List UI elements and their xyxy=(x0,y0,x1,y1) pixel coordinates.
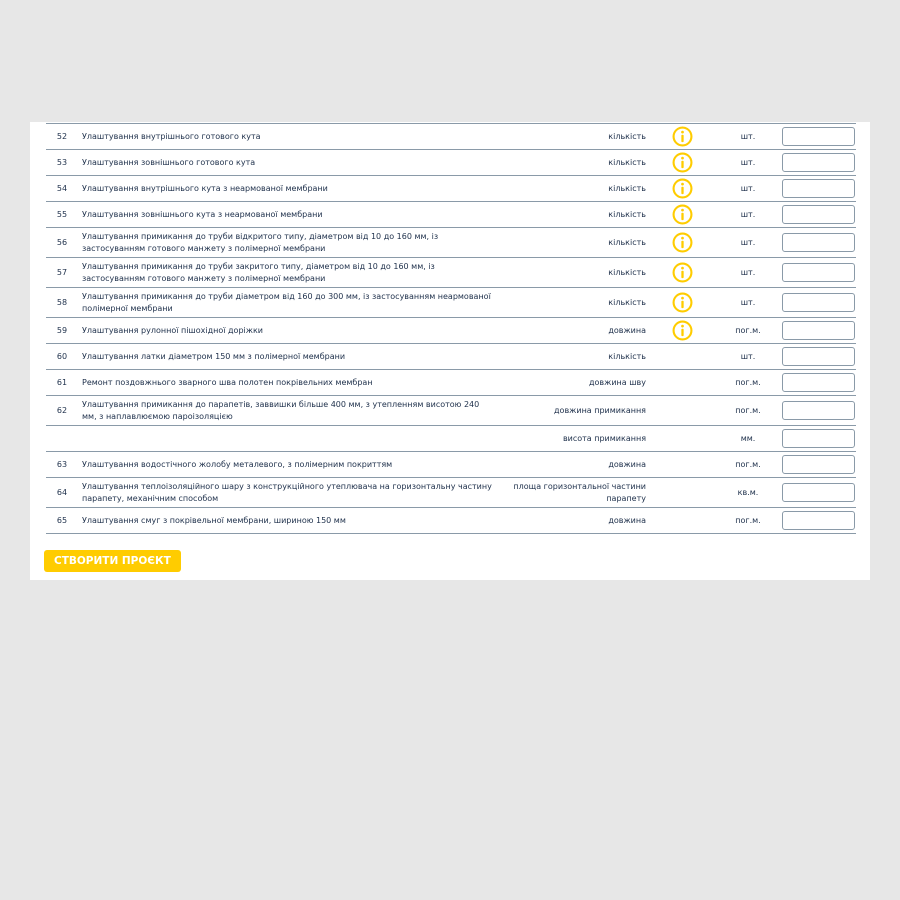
parameter-label: кількість xyxy=(608,157,646,167)
quantity-cell xyxy=(781,396,856,425)
work-name: Улаштування внутрішнього кута з неармованої мембрани xyxy=(82,183,328,193)
row-number: 58 xyxy=(56,297,68,307)
work-name: Улаштування примикання до труби діаметром від 160 до 300 мм, із застосуванням неармованої полімерної мембрани xyxy=(82,291,491,313)
work-name: Улаштування примикання до труби закритого типу, діаметром від 10 до 160 мм, із застосуванням готового манжету з полімерної мембрани xyxy=(82,261,435,283)
unit-label: пог.м. xyxy=(735,325,761,335)
table-row xyxy=(46,452,856,478)
parameter-label: довжина xyxy=(608,515,646,525)
table-row xyxy=(46,258,856,288)
quantity-input[interactable] xyxy=(782,373,855,392)
work-name xyxy=(82,426,492,451)
parameter-label: довжина шву xyxy=(589,377,646,387)
row-number: 65 xyxy=(56,515,68,525)
quantity-cell xyxy=(781,426,856,451)
unit-label: шт. xyxy=(740,209,756,219)
row-number: 60 xyxy=(56,351,68,361)
quantity-input[interactable] xyxy=(782,321,855,340)
table-row xyxy=(46,370,856,396)
quantity-input[interactable] xyxy=(782,429,855,448)
quantity-cell xyxy=(781,344,856,369)
quantity-cell xyxy=(781,288,856,317)
parameter-label: висота примикання xyxy=(562,433,646,443)
parameter-label: кількість xyxy=(608,237,646,247)
parameter-label: кількість xyxy=(608,209,646,219)
info-cell[interactable] xyxy=(670,202,694,227)
quantity-cell xyxy=(781,478,856,507)
unit-label: шт. xyxy=(740,183,756,193)
row-number: 61 xyxy=(56,377,68,387)
info-cell[interactable] xyxy=(670,288,694,317)
table-row xyxy=(46,150,856,176)
row-number: 57 xyxy=(56,267,68,277)
work-name: Улаштування водостічного жолобу металевого, з полімерним покриттям xyxy=(82,459,393,469)
quantity-cell xyxy=(781,228,856,257)
work-name: Улаштування теплоізоляційного шару з конструкційного утеплювача на горизонтальну частину парапету, механічним способом xyxy=(82,481,492,503)
unit-label: шт. xyxy=(740,237,756,247)
unit-label: пог.м. xyxy=(735,515,761,525)
quantity-input[interactable] xyxy=(782,511,855,530)
info-circle-icon[interactable] xyxy=(672,204,693,225)
info-circle-icon[interactable] xyxy=(672,262,693,283)
table-row xyxy=(46,176,856,202)
work-name: Улаштування зовнішнього кута з неармованої мембрани xyxy=(82,209,323,219)
quantity-cell xyxy=(781,202,856,227)
unit-label: кв.м. xyxy=(737,487,759,497)
parameter-label: довжина xyxy=(608,325,646,335)
unit-label: пог.м. xyxy=(735,405,761,415)
info-cell xyxy=(670,370,694,395)
info-circle-icon[interactable] xyxy=(672,126,693,147)
row-number: 59 xyxy=(56,325,68,335)
quantity-cell xyxy=(781,258,856,287)
row-number: 63 xyxy=(56,459,68,469)
unit-label: шт. xyxy=(740,267,756,277)
unit-label: шт. xyxy=(740,157,756,167)
quantity-cell xyxy=(781,452,856,477)
table-row xyxy=(46,228,856,258)
parameter-label: кількість xyxy=(608,183,646,193)
info-cell xyxy=(670,508,694,533)
info-cell[interactable] xyxy=(670,258,694,287)
quantity-input[interactable] xyxy=(782,455,855,474)
row-number: 62 xyxy=(56,405,68,415)
work-name: Улаштування внутрішнього готового кута xyxy=(82,131,261,141)
work-name: Ремонт поздовжнього зварного шва полотен покрівельних мембран xyxy=(82,377,373,387)
work-name: Улаштування смуг з покрівельної мембрани, шириною 150 мм xyxy=(82,515,346,525)
unit-label: пог.м. xyxy=(735,377,761,387)
quantity-input[interactable] xyxy=(782,347,855,366)
row-number: 64 xyxy=(56,487,68,497)
unit-label: пог.м. xyxy=(735,459,761,469)
info-cell xyxy=(670,344,694,369)
quantity-input[interactable] xyxy=(782,483,855,502)
table-row xyxy=(46,288,856,318)
info-circle-icon[interactable] xyxy=(672,320,693,341)
quantity-input[interactable] xyxy=(782,153,855,172)
row-number xyxy=(46,426,78,451)
work-name: Улаштування примикання до труби відкритого типу, діаметром від 10 до 160 мм, із застосуванням готового манжету з полімерної мембрани xyxy=(82,231,439,253)
table-row xyxy=(46,508,856,534)
info-cell[interactable] xyxy=(670,124,694,149)
info-circle-icon[interactable] xyxy=(672,292,693,313)
info-cell xyxy=(670,396,694,425)
quantity-input[interactable] xyxy=(782,233,855,252)
calculation-panel xyxy=(30,122,870,580)
info-cell[interactable] xyxy=(670,176,694,201)
quantity-cell xyxy=(781,508,856,533)
table-row xyxy=(46,344,856,370)
table-row xyxy=(46,478,856,508)
table-row xyxy=(46,202,856,228)
info-cell xyxy=(670,478,694,507)
quantity-input[interactable] xyxy=(782,401,855,420)
quantity-input[interactable] xyxy=(782,263,855,282)
work-name: Улаштування примикання до парапетів, заввишки більше 400 мм, з утепленням висотою 240 мм, з наплавлюємою пароізоляцією xyxy=(82,399,480,421)
parameter-label: довжина примикання xyxy=(554,405,646,415)
create-project-button[interactable]: СТВОРИТИ ПРОЄКТ xyxy=(44,550,181,572)
row-number: 54 xyxy=(56,183,68,193)
info-cell xyxy=(670,426,694,451)
work-name: Улаштування рулонної пішохідної доріжки xyxy=(82,325,263,335)
work-name: Улаштування латки діаметром 150 мм з полімерної мембрани xyxy=(82,351,346,361)
quantity-input[interactable] xyxy=(782,127,855,146)
parameter-label: кількість xyxy=(608,131,646,141)
quantity-input[interactable] xyxy=(782,205,855,224)
unit-label: мм. xyxy=(740,433,756,443)
unit-label: шт. xyxy=(740,351,756,361)
quantity-cell xyxy=(781,150,856,175)
quantity-input[interactable] xyxy=(782,293,855,312)
row-number: 56 xyxy=(56,237,68,247)
row-number: 55 xyxy=(56,209,68,219)
info-cell xyxy=(670,452,694,477)
info-cell[interactable] xyxy=(670,150,694,175)
table-row xyxy=(46,426,856,452)
info-circle-icon[interactable] xyxy=(672,152,693,173)
works-table xyxy=(46,123,856,534)
info-cell[interactable] xyxy=(670,228,694,257)
quantity-input[interactable] xyxy=(782,179,855,198)
quantity-cell xyxy=(781,124,856,149)
quantity-cell xyxy=(781,370,856,395)
unit-label: шт. xyxy=(740,297,756,307)
row-number: 52 xyxy=(56,131,68,141)
work-name: Улаштування зовнішнього готового кута xyxy=(82,157,256,167)
table-row xyxy=(46,396,856,426)
unit-label: шт. xyxy=(740,131,756,141)
parameter-label: площа горизонтальної частини парапету xyxy=(513,481,646,503)
parameter-label: кількість xyxy=(608,297,646,307)
parameter-label: кількість xyxy=(608,267,646,277)
table-row xyxy=(46,124,856,150)
info-cell[interactable] xyxy=(670,318,694,343)
parameter-label: довжина xyxy=(608,459,646,469)
table-row xyxy=(46,318,856,344)
quantity-cell xyxy=(781,176,856,201)
parameter-label: кількість xyxy=(608,351,646,361)
quantity-cell xyxy=(781,318,856,343)
info-circle-icon[interactable] xyxy=(672,232,693,253)
row-number: 53 xyxy=(56,157,68,167)
info-circle-icon[interactable] xyxy=(672,178,693,199)
